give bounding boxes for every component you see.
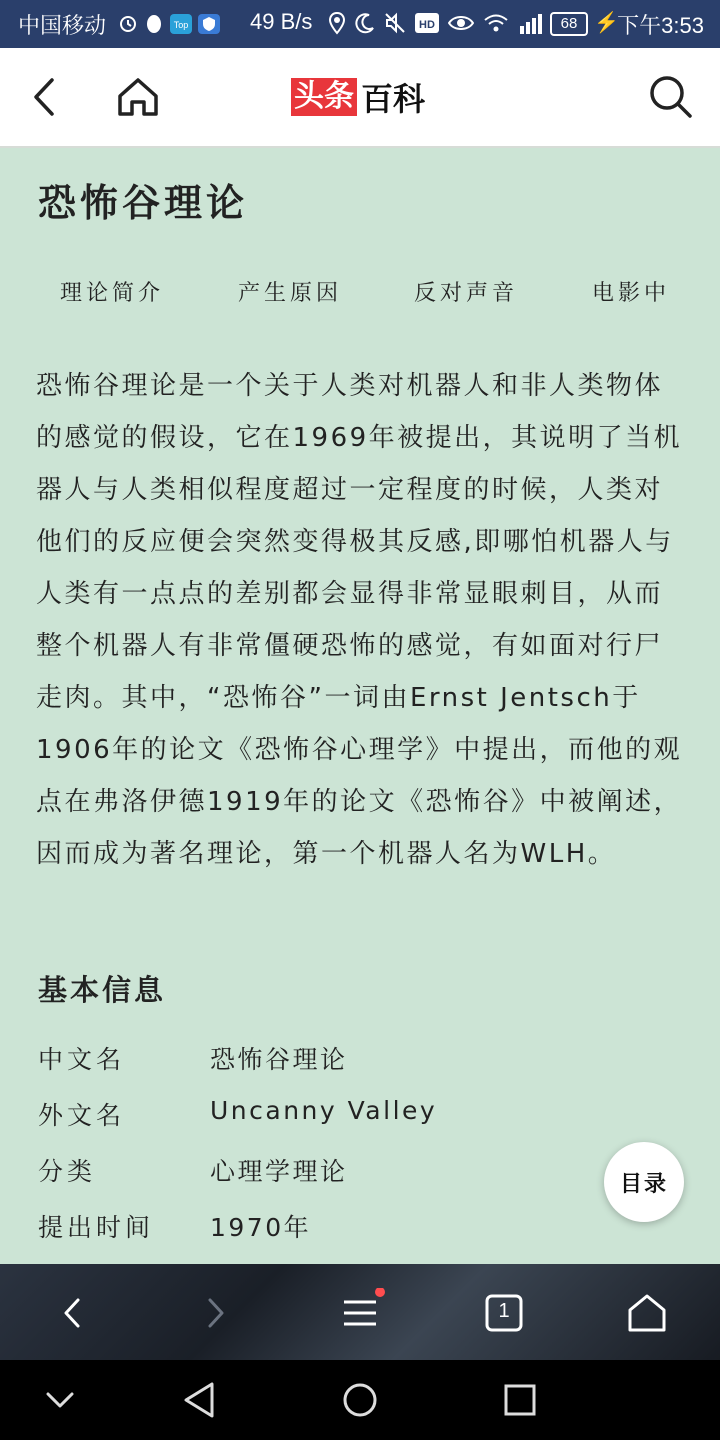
info-key: 提出时间 [38, 1213, 155, 1242]
intro-paragraph: 恐怖谷理论是一个关于人类对机器人和非人类物体的感觉的假设，它在1969年被提出，其说明了当机器人与人类相似程度超过一定程度的时候，人类对他们的反应便会突然变得极其反感,即哪怕机器人与人类有一点点的差别都会显得非常显眼刺目，从而整个机器人有非常僵硬恐怖的感觉，有如面对行尸走肉。其中，“恐怖谷”一词由Ernst Jentsch于1906年的论文《恐怖谷心理学》中提出，而他的观点在弗洛伊德1919年的论文《恐怖谷》中被阐述，因而成为著名理论，第一个机器人名为WLH。 [36, 371, 683, 869]
app-badge-icon [170, 14, 192, 34]
browser-toolbar [0, 1264, 720, 1360]
info-value: Uncanny Valley [210, 1096, 438, 1125]
info-key: 分类 [38, 1157, 97, 1186]
notification-icons [118, 12, 220, 36]
info-row-chinese-name [38, 1040, 678, 1096]
info-value: 心理学理论 [210, 1157, 348, 1186]
search-icon[interactable] [646, 72, 694, 120]
mute-icon [384, 12, 406, 34]
eye-icon [448, 13, 474, 33]
carrier-name: 中国移动 [18, 13, 107, 38]
nav-back-icon[interactable] [178, 1380, 222, 1420]
info-value: 1970年 [210, 1213, 312, 1242]
logo-black-part: 百科 [361, 80, 426, 118]
table-of-contents-button[interactable]: 目录 [604, 1142, 684, 1222]
toutiao-baike-logo[interactable] [291, 78, 425, 116]
notification-dot-icon [375, 1288, 385, 1297]
tab-count: 1 [498, 1300, 510, 1322]
info-row-category [38, 1152, 678, 1208]
hide-nav-chevron-down-icon[interactable] [38, 1380, 82, 1420]
basic-info-heading: 基本信息 [38, 973, 167, 1007]
status-bar [0, 0, 720, 48]
browser-forward-icon[interactable] [190, 1288, 240, 1338]
sync-icon [118, 14, 138, 34]
home-icon[interactable] [114, 74, 162, 120]
charging-icon: ⚡ [594, 12, 619, 34]
section-tabs [0, 276, 720, 312]
app-header [0, 48, 720, 148]
svg-text:Top: Top [173, 20, 189, 30]
info-value: 恐怖谷理论 [210, 1045, 348, 1074]
wifi-icon [483, 12, 509, 34]
system-nav-bar [0, 1360, 720, 1440]
tab-in-film[interactable]: 电影中 [592, 281, 671, 306]
browser-menu-icon[interactable] [336, 1288, 386, 1338]
network-speed: 49 B/s [250, 9, 313, 34]
qq-icon [144, 13, 164, 35]
system-icons [328, 10, 544, 36]
svg-text:HD: HD [419, 19, 435, 31]
page-title: 恐怖谷理论 [38, 181, 249, 225]
tab-intro[interactable]: 理论简介 [60, 281, 165, 306]
logo-red-part: 头条 [291, 78, 357, 116]
clock: 下午3:53 [617, 13, 704, 38]
browser-back-icon[interactable] [48, 1288, 98, 1338]
basic-info-table [38, 1040, 678, 1264]
hd-icon [415, 13, 439, 33]
info-key: 外文名 [38, 1101, 126, 1130]
browser-home-icon[interactable] [622, 1288, 672, 1338]
tab-causes[interactable]: 产生原因 [238, 281, 343, 306]
location-icon [328, 11, 346, 35]
moon-icon [355, 12, 375, 34]
back-icon[interactable] [24, 74, 64, 120]
info-row-proposed-time [38, 1208, 678, 1264]
browser-tabs-button[interactable] [480, 1288, 530, 1338]
tab-opposition[interactable]: 反对声音 [414, 281, 519, 306]
info-key: 中文名 [38, 1045, 126, 1074]
info-row-foreign-name [38, 1096, 678, 1152]
battery-level: 68 [550, 12, 588, 36]
signal-icon [518, 12, 544, 34]
nav-home-icon[interactable] [338, 1380, 382, 1420]
nav-recents-icon[interactable] [498, 1380, 542, 1420]
article-content [0, 148, 720, 1264]
shield-icon [198, 14, 220, 34]
